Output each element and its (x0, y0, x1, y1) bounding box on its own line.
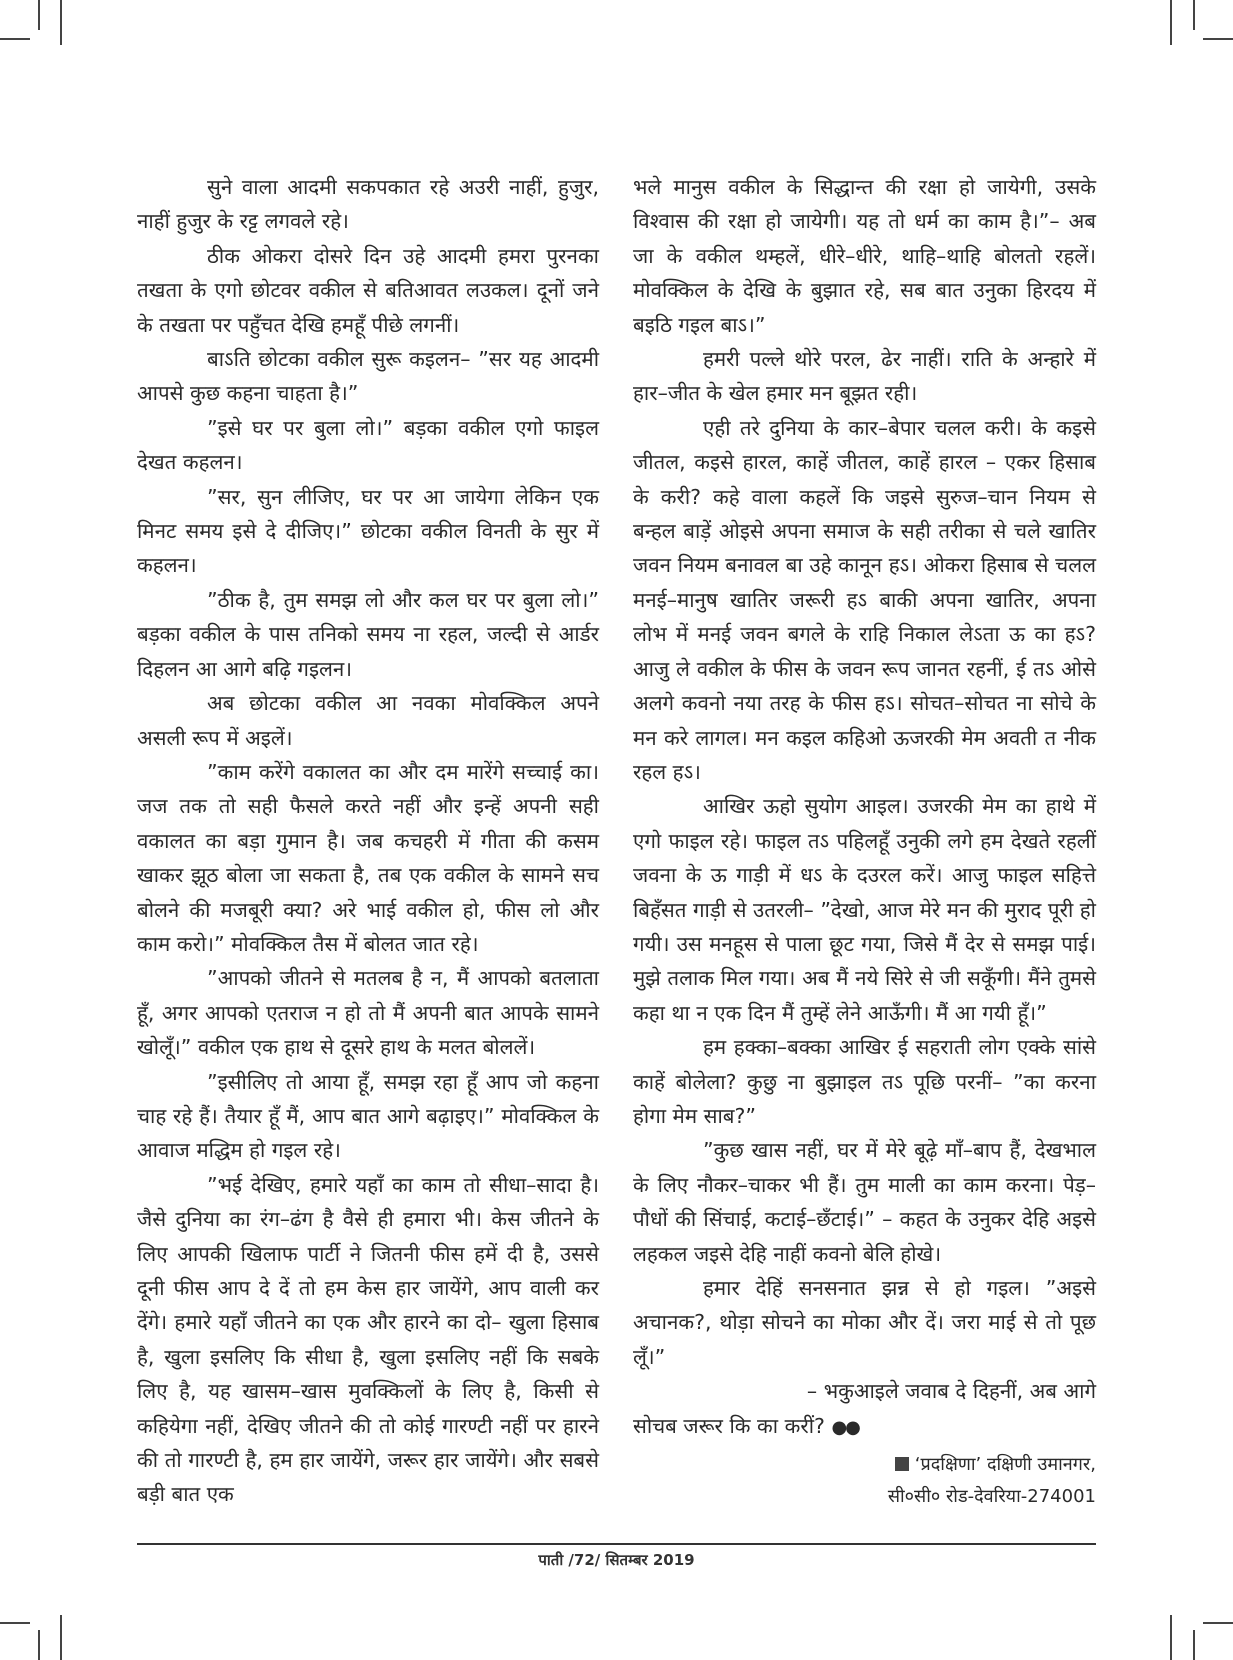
paragraph (137, 342, 599, 411)
paragraph (633, 170, 1096, 342)
paragraph (633, 1030, 1096, 1133)
paragraph-text: हम हक्का–बक्का आखिर ई सहराती लोग एक्के सांसे काहें बोलेला? कुछु ना बुझाइल तऽ पूछि परनीं– ”का करना होगा मेम साब?” (633, 1035, 1096, 1128)
page-footer: पाती /72/ सितम्बर 2019 (538, 1551, 695, 1569)
paragraph (137, 583, 599, 686)
paragraph (633, 789, 1096, 1030)
paragraph (633, 1409, 1096, 1445)
author-address (633, 1449, 1096, 1513)
paragraph (137, 170, 599, 239)
paragraph-text: हमरी पल्ले थोरे परल, ढेर नाहीं। राति के अन्हारे में हार–जीत के खेल हमार मन बूझत रही। (633, 347, 1096, 406)
paragraph (633, 1374, 1096, 1408)
paragraph-text: ”भई देखिए, हमारे यहाँ का काम तो सीधा–सादा है। जैसे दुनिया का रंग–ढंग है वैसे ही हमारा भी। केस जीतने के लिए आपकी खिलाफ पार्टी ने जितनी फीस हमें दी है, उससे दूनी फीस आप दे दें तो हम केस हार जायेंगे, आप वाली कर देंगे। हमारे यहाँ जीतने का एक और हारने का दो– खुला हिसाब है, खुला इसलिए कि सीधा है, खुला इसलिए नहीं कि सबके लिए है, यह खासम–खास मुवक्किलों के लिए है, किसी से कहियेगा नहीं, देखिए जीतने की तो कोई गारण्टी नहीं पर हारने की तो गारण्टी है, हम हार जायेंगे, जरूर हार जायेंगे। और सबसे बड़ी बात एक (137, 1172, 599, 1507)
crop-mark (1193, 0, 1195, 30)
paragraph (137, 480, 599, 583)
crop-mark (1170, 0, 1172, 45)
crop-mark (0, 1622, 30, 1624)
paragraph-text: – भकुआइले जवाब दे दिहनीं, अब आगे (806, 1379, 1096, 1404)
paragraph (137, 961, 599, 1064)
paragraph (633, 1271, 1096, 1374)
crop-mark (60, 1615, 62, 1660)
paragraph-text: भले मानुस वकील के सिद्धान्त की रक्षा हो जायेगी, उसके विश्वास की रक्षा हो जायेगी। यह तो धर्म का काम है।”– अब जा के वकील थम्हलें, धीरे–धीरे, थाहि–थाहि बोलतो रहलें। मोवक्किल के देखि के बुझात रहे, सब बात उनुका हिरदय में बइठि गइल बाऽ।” (633, 175, 1096, 337)
paragraph-text: ”इसे घर पर बुला लो।” बड़का वकील एगो फाइल देखत कहलन। (137, 415, 599, 475)
paragraph (137, 239, 599, 342)
paragraph-text: एही तरे दुनिया के कार–बेपार चलल करी। के कइसे जीतल, कइसे हारल, काहें जीतल, काहें हारल – एकर हिसाब के करी? कहे वाला कहलें कि जइसे सुरुज–चान नियम से बन्हल बाड़ें ओइसे अपना समाज के सही तरीका से चले खातिर जवन नियम बनावल बा उहे कानून हऽ। ओकरा हिसाब से चलल मनई–मानुष खातिर जरूरी हऽ बाकी अपना खातिर, अपना लोभ में मनई जवन बगले के राहि निकाल लेऽता ऊ का हऽ? आजु ले वकील के फीस के जवन रूप जानत रहनीं, ई तऽ ओसे अलगे कवनो नया तरह के फीस हऽ। सोचत–सोचत ना सोचे के मन करे लागल। मन कइल कहिओ ऊजरकी मेम अवती त नीक रहल हऽ। (633, 415, 1096, 784)
crop-mark (38, 1630, 40, 1660)
paragraph-text: ”इसीलिए तो आया हूँ, समझ रहा हूँ आप जो कहना चाह रहे हैं। तैयार हूँ मैं, आप बात आगे बढ़ाइए।” मोवक्किल के आवाज मद्धिम हो गइल रहे। (137, 1069, 599, 1163)
address-line: सी०सी० रोड-देवरिया-274001 (887, 1486, 1096, 1508)
address-line (633, 1449, 1096, 1481)
paragraph (137, 686, 599, 755)
crop-mark (60, 0, 62, 45)
paragraph-text: ”आपको जीतने से मतलब है न, मैं आपको बतलाता हूँ, अगर आपको एतराज न हो तो मैं अपनी बात आपके सामने खोलूँ।” वकील एक हाथ से दूसरे हाथ के मलत बोललें। (137, 966, 599, 1060)
crop-mark (38, 0, 40, 30)
paragraph (633, 1133, 1096, 1271)
paragraph (137, 755, 599, 961)
crop-mark (1203, 1622, 1233, 1624)
footer-rule (137, 1543, 1096, 1545)
paragraph-text: आखिर ऊहो सुयोग आइल। उजरकी मेम का हाथे में एगो फाइल रहे। फाइल तऽ पहिलहूँ उनुकी लगे हम देखते रहलीं जवना के ऊ गाड़ी में धऽ के दउरल करें। आजु फाइल सहित्ते बिहँसत गाड़ी से उतरली– ”देखो, आज मेरे मन की मुराद पूरी हो गयी। उस मनहूस से पाला छूट गया, जिसे मैं देर से समझ पाई। मुझे तलाक मिल गया। अब मैं नये सिरे से जी सकूँगी। मैंने तुमसे कहा था न एक दिन मैं तुम्हें लेने आऊँगी। मैं आ गयी हूँ।” (633, 794, 1096, 1025)
left-text-column (137, 170, 599, 1512)
paragraph-text: हमार देहिं सनसनात झन्न से हो गइल। ”अइसे अचानक?, थोड़ा सोचने का मोका और दें। जरा माई से तो पूछ लूँ।” (633, 1276, 1096, 1369)
paragraph (137, 411, 599, 480)
crop-mark (1170, 1615, 1172, 1660)
crop-mark (1193, 1630, 1195, 1660)
paragraph-text: सोचब जरूर कि का करीं? (633, 1413, 825, 1438)
paragraph (137, 1168, 599, 1512)
crop-mark (0, 38, 30, 40)
end-mark-icon: ●● (831, 1416, 859, 1438)
paragraph-text: अब छोटका वकील आ नवका मोवक्किल अपने असली रूप में अइलें। (137, 691, 599, 750)
paragraph-text: सुने वाला आदमी सकपकात रहे अउरी नाहीं, हुजुर, नाहीं हुजुर के रट्ट लगवले रहे। (137, 175, 599, 234)
crop-mark (1203, 38, 1233, 40)
paragraph-text: ”ठीक है, तुम समझ लो और कल घर पर बुला लो।” बड़का वकील के पास तनिको समय ना रहल, जल्दी से आर्डर दिहलन आ आगे बढ़ि गइलन। (137, 587, 599, 681)
paragraph-text: ”सर, सुन लीजिए, घर पर आ जायेगा लेकिन एक मिनट समय इसे दे दीजिए।” छोटका वकील विनती के सुर में कहलन। (137, 484, 599, 578)
paragraph-text: ”कुछ खास नहीं, घर में मेरे बूढ़े माँ–बाप हैं, देखभाल के लिए नौकर–चाकर भी हैं। तुम माली का काम करना। पेड़–पौधों की सिंचाई, कटाई–छँटाई।” – कहत के उनुकर देहि अइसे लहकल जइसे देहि नाहीं कवनो बेलि होखे। (633, 1138, 1096, 1266)
square-bullet-icon (895, 1457, 909, 1471)
paragraph-text: बाऽति छोटका वकील सुरू कइलन– ”सर यह आदमी आपसे कुछ कहना चाहता है।” (137, 347, 599, 406)
address-line-text: ‘प्रदक्षिणा’ दक्षिणी उमानगर, (914, 1454, 1096, 1476)
right-text-column (633, 170, 1096, 1513)
paragraph-text: ठीक ओकरा दोसरे दिन उहे आदमी हमरा पुरनका तखता के एगो छोटवर वकील से बतिआवत लउकल। दूनों जने के तखता पर पहुँचत देखि हमहूँ पीछे लगनीं। (137, 243, 599, 337)
paragraph (137, 1065, 599, 1168)
paragraph (633, 411, 1096, 789)
paragraph (633, 342, 1096, 411)
paragraph-text: ”काम करेंगे वकालत का और दम मारेंगे सच्चाई का। जज तक तो सही फैसले करते नहीं और इन्हें अपनी सही वकालत का बड़ा गुमान है। जब कचहरी में गीता की कसम खाकर झूठ बोला जा सकता है, तब एक वकील के सामने सच बोलने की मजबूरी क्या? अरे भाई वकील हो, फीस लो और काम करो।” मोवक्किल तैस में बोलत जात रहे। (137, 759, 599, 956)
